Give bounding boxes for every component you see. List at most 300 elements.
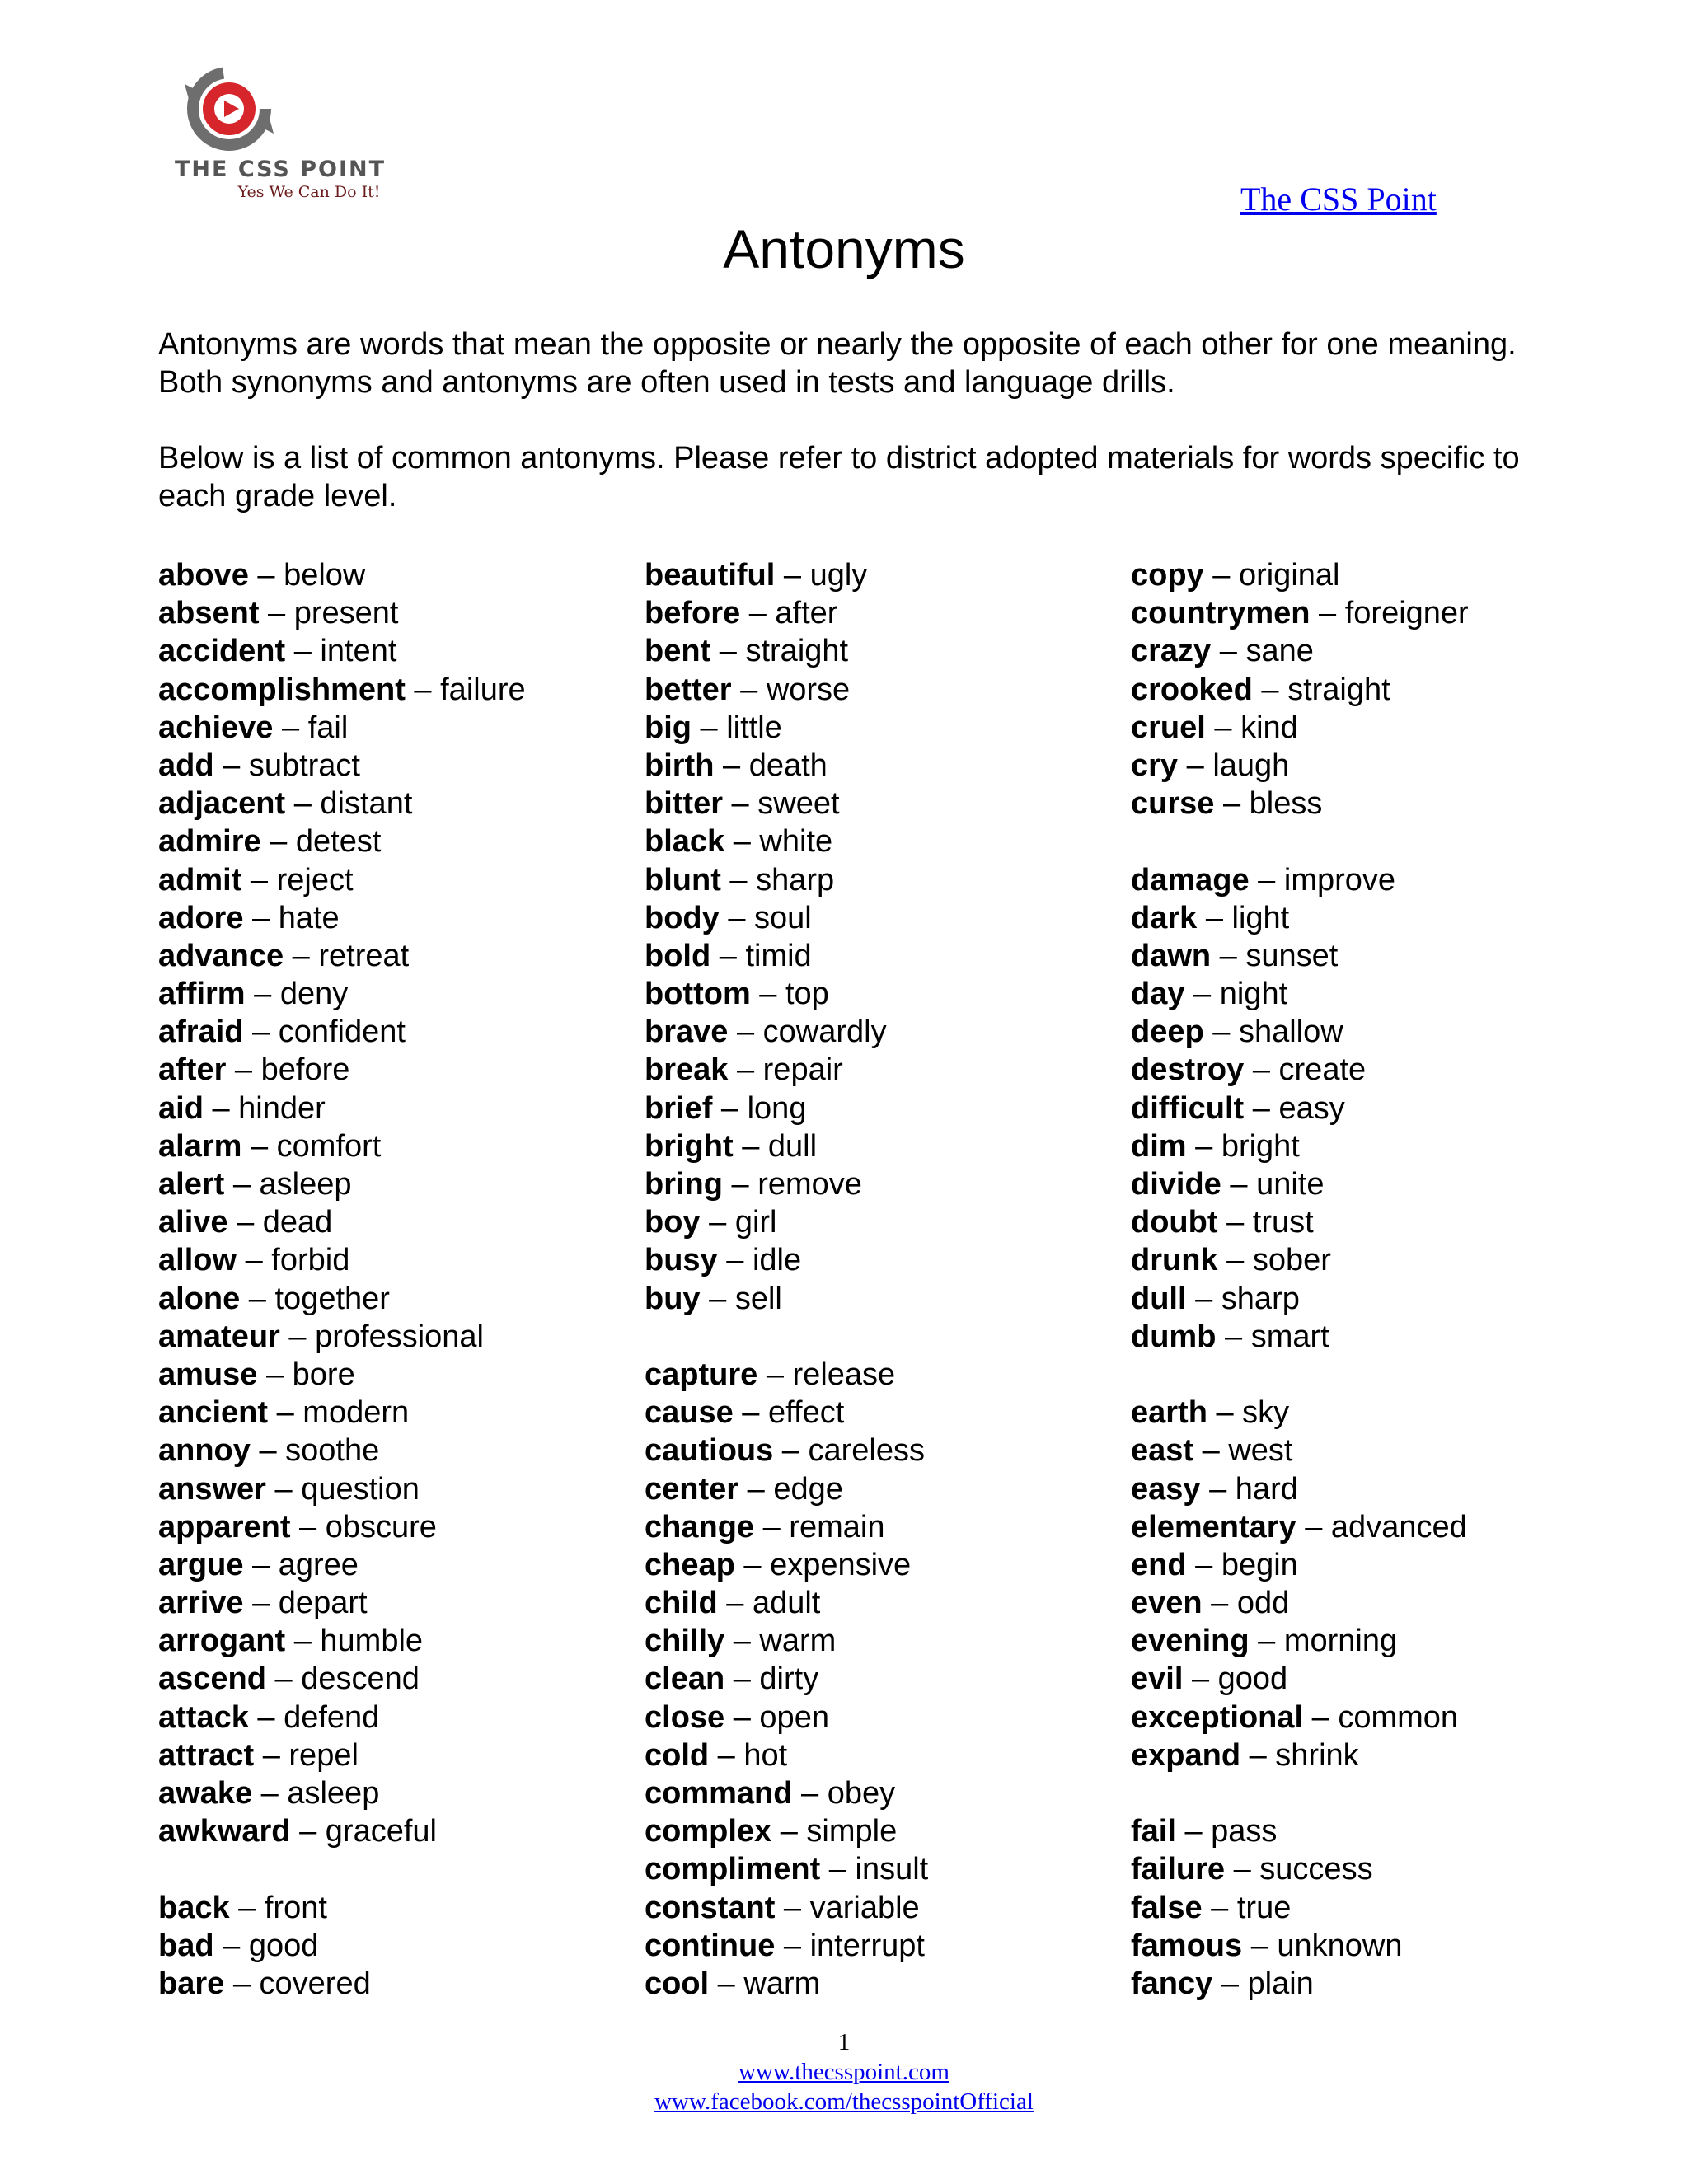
- header-site-link[interactable]: The CSS Point: [1240, 180, 1437, 218]
- antonym-pair: [158, 709, 526, 747]
- antonym-pair: [645, 1241, 928, 1279]
- antonym-pair: [1131, 1470, 1469, 1508]
- antonym-dash: –: [290, 1814, 326, 1849]
- antonym-opposite: soothe: [285, 1433, 380, 1469]
- antonym-pair: [645, 1850, 928, 1888]
- antonym-pair: [158, 899, 526, 937]
- antonym-dash: –: [792, 1776, 828, 1811]
- antonym-pair: [645, 1774, 928, 1812]
- antonym-pair: [158, 1432, 526, 1469]
- antonym-word: evening: [1131, 1624, 1250, 1659]
- antonym-dash: –: [243, 1547, 279, 1582]
- antonym-opposite: detest: [295, 824, 382, 860]
- antonym-word: achieve: [158, 710, 274, 745]
- antonym-pair: [645, 1546, 928, 1584]
- antonym-dash: –: [268, 1395, 303, 1431]
- antonym-opposite: distant: [320, 786, 413, 822]
- antonym-pair: [645, 937, 928, 975]
- antonym-dash: –: [224, 1167, 260, 1202]
- antonym-pair: [158, 861, 526, 899]
- logo: [161, 59, 400, 216]
- antonym-pair: [1131, 1699, 1469, 1736]
- antonym-pair: [1131, 709, 1469, 747]
- antonym-dash: –: [1207, 1395, 1243, 1431]
- antonym-word: advance: [158, 938, 284, 973]
- antonym-opposite: odd: [1236, 1586, 1290, 1621]
- antonym-pair: [1131, 1203, 1469, 1241]
- footer-website-row: [0, 2057, 1688, 2087]
- antonym-dash: –: [213, 1928, 249, 1963]
- antonym-dash: –: [719, 900, 755, 935]
- antonym-word: compliment: [645, 1852, 821, 1887]
- antonym-pair: [1131, 1850, 1469, 1888]
- antonym-opposite: deny: [279, 977, 349, 1012]
- antonym-dash: –: [775, 1928, 810, 1963]
- antonym-pair: [1131, 899, 1469, 937]
- antonym-opposite: intent: [320, 634, 397, 669]
- antonym-dash: –: [733, 1395, 768, 1431]
- antonym-word: dumb: [1131, 1319, 1217, 1354]
- antonym-dash: –: [1200, 1471, 1236, 1507]
- antonym-pair: [158, 785, 526, 823]
- antonym-opposite: laugh: [1212, 748, 1290, 783]
- antonym-word: dark: [1131, 900, 1198, 935]
- antonym-opposite: insult: [855, 1852, 929, 1887]
- antonym-opposite: sunset: [1245, 938, 1339, 973]
- antonym-word: even: [1131, 1586, 1203, 1621]
- antonym-word: bitter: [645, 786, 723, 822]
- antonym-dash: –: [285, 786, 321, 822]
- antonym-pair: [158, 1508, 526, 1546]
- logo-emblem-icon: [181, 59, 280, 158]
- antonym-word: argue: [158, 1547, 244, 1582]
- antonym-pair: [645, 1736, 928, 1774]
- antonym-word: arrive: [158, 1586, 244, 1621]
- antonym-opposite: worse: [766, 672, 851, 707]
- antonym-dash: –: [1303, 1699, 1339, 1735]
- antonym-opposite: common: [1338, 1699, 1459, 1735]
- antonym-opposite: agree: [278, 1547, 359, 1582]
- antonym-dash: –: [722, 1167, 758, 1202]
- antonym-dash: –: [720, 862, 757, 898]
- antonym-word: admire: [158, 824, 261, 860]
- antonym-opposite: interrupt: [809, 1928, 925, 1963]
- antonym-pair: [158, 1241, 526, 1279]
- antonym-dash: –: [820, 1852, 856, 1887]
- antonym-pair: [645, 1965, 928, 2003]
- antonym-pair: [158, 1470, 526, 1508]
- antonym-pair: [645, 1090, 928, 1127]
- antonym-opposite: straight: [1287, 672, 1390, 707]
- footer-facebook-link[interactable]: www.facebook.com/thecsspointOfficial: [654, 2088, 1034, 2115]
- antonym-dash: –: [226, 1052, 261, 1088]
- antonym-word: black: [645, 824, 725, 860]
- antonym-pair: [158, 1774, 526, 1812]
- antonym-opposite: asleep: [259, 1167, 352, 1202]
- antonym-pair: [158, 823, 526, 860]
- antonym-opposite: professional: [315, 1319, 484, 1354]
- antonym-opposite: sharp: [1221, 1281, 1300, 1316]
- antonym-word: body: [645, 900, 720, 935]
- antonym-word: easy: [1131, 1471, 1201, 1507]
- antonym-pair: [1131, 1127, 1469, 1165]
- antonym-word: bold: [645, 938, 711, 973]
- antonym-word: apparent: [158, 1509, 291, 1544]
- antonym-dash: –: [224, 1966, 260, 2001]
- antonym-word: awkward: [158, 1814, 291, 1849]
- antonym-word: chilly: [645, 1624, 725, 1659]
- antonym-word: east: [1131, 1433, 1194, 1469]
- antonym-pair: [1131, 1736, 1469, 1774]
- antonym-word: aid: [158, 1090, 204, 1126]
- antonym-word: famous: [1131, 1928, 1243, 1963]
- page-number: 1: [837, 2029, 851, 2055]
- antonym-pair: [1131, 937, 1469, 975]
- antonym-dash: –: [252, 1776, 288, 1811]
- antonym-pair: [1131, 861, 1469, 899]
- antonym-pair: [158, 671, 526, 709]
- antonym-dash: –: [257, 1357, 293, 1392]
- antonym-opposite: advanced: [1330, 1509, 1467, 1544]
- antonym-dash: –: [1296, 1509, 1331, 1544]
- antonym-word: ascend: [158, 1661, 266, 1697]
- antonym-dash: –: [1249, 1624, 1284, 1659]
- antonym-word: cause: [645, 1395, 734, 1431]
- antonym-word: fancy: [1131, 1966, 1213, 2001]
- antonym-word: fail: [1131, 1814, 1176, 1849]
- antonym-opposite: question: [301, 1471, 420, 1507]
- antonym-word: alive: [158, 1205, 228, 1240]
- antonym-pair: [645, 1165, 928, 1203]
- antonym-opposite: fail: [307, 710, 349, 745]
- page-title: Antonyms: [723, 218, 965, 279]
- antonym-dash: –: [724, 1699, 760, 1735]
- antonym-dash: –: [712, 1090, 748, 1126]
- antonym-pair: [1131, 1508, 1469, 1546]
- antonym-word: cold: [645, 1737, 710, 1773]
- footer-website-link[interactable]: www.thecsspoint.com: [738, 2059, 950, 2085]
- antonym-opposite: cowardly: [762, 1015, 887, 1050]
- antonym-dash: –: [1242, 1928, 1278, 1963]
- antonym-opposite: death: [748, 748, 828, 783]
- antonym-word: buy: [645, 1281, 701, 1316]
- antonym-dash: –: [773, 1433, 809, 1469]
- antonym-word: difficult: [1131, 1090, 1245, 1126]
- antonym-dash: –: [1225, 1852, 1260, 1887]
- intro-paragraph-list-note: Below is a list of common antonyms. Please refer to district adopted materials for words specific to each grade level.: [158, 441, 1520, 513]
- list-spacer: [1131, 1774, 1469, 1812]
- antonym-pair: [1131, 1013, 1469, 1051]
- antonym-dash: –: [723, 786, 758, 822]
- antonym-word: adjacent: [158, 786, 286, 822]
- antonym-opposite: sweet: [757, 786, 840, 822]
- antonym-opposite: retreat: [318, 938, 410, 973]
- antonym-opposite: obscure: [325, 1509, 437, 1544]
- antonym-opposite: idle: [752, 1243, 802, 1278]
- antonym-dash: –: [1249, 862, 1284, 898]
- antonym-opposite: sky: [1242, 1395, 1290, 1431]
- antonym-opposite: straight: [745, 634, 849, 669]
- footer-facebook-row: [0, 2087, 1688, 2116]
- antonym-pair: [645, 632, 928, 670]
- antonym-dash: –: [714, 748, 749, 783]
- antonym-dash: –: [254, 1737, 289, 1773]
- antonym-dash: –: [243, 900, 279, 935]
- antonym-pair: [645, 1432, 928, 1469]
- antonym-dash: –: [728, 1052, 763, 1088]
- antonym-pair: [645, 1470, 928, 1508]
- antonym-dash: –: [290, 1509, 326, 1544]
- antonym-opposite: sane: [1245, 634, 1314, 669]
- antonym-word: attack: [158, 1699, 249, 1735]
- antonym-word: absent: [158, 596, 260, 631]
- antonym-pair: [1131, 1660, 1469, 1698]
- antonym-opposite: sharp: [756, 862, 835, 898]
- antonym-opposite: obey: [827, 1776, 896, 1811]
- antonym-opposite: hot: [743, 1737, 788, 1773]
- antonym-word: cheap: [645, 1547, 735, 1582]
- antonym-word: big: [645, 710, 692, 745]
- antonym-word: evil: [1131, 1661, 1184, 1697]
- antonym-dash: –: [1197, 900, 1232, 935]
- antonym-pair: [158, 1394, 526, 1432]
- antonym-pair: [645, 861, 928, 899]
- antonym-word: allow: [158, 1243, 237, 1278]
- antonym-opposite: top: [785, 977, 829, 1012]
- antonym-word: bring: [645, 1167, 723, 1202]
- antonym-word: drunk: [1131, 1243, 1218, 1278]
- antonym-word: awake: [158, 1776, 253, 1811]
- antonym-dash: –: [757, 1357, 793, 1392]
- antonym-opposite: original: [1238, 558, 1340, 593]
- antonym-opposite: good: [248, 1928, 319, 1963]
- antonym-opposite: bless: [1249, 786, 1323, 822]
- antonym-pair: [1131, 747, 1469, 785]
- antonym-opposite: simple: [806, 1814, 898, 1849]
- antonym-dash: –: [1221, 1167, 1257, 1202]
- antonym-dash: –: [1212, 1966, 1248, 2001]
- antonym-pair: [158, 1280, 526, 1318]
- antonym-opposite: depart: [278, 1586, 368, 1621]
- antonym-pair: [158, 594, 526, 632]
- antonym-dash: –: [1202, 1890, 1237, 1925]
- antonym-opposite: unite: [1256, 1167, 1325, 1202]
- antonym-column-3: [1131, 556, 1469, 2003]
- antonym-opposite: variable: [809, 1890, 920, 1925]
- antonym-dash: –: [709, 1737, 744, 1773]
- antonym-dash: –: [203, 1090, 239, 1126]
- antonym-opposite: white: [759, 824, 833, 860]
- antonym-word: affirm: [158, 977, 246, 1012]
- antonym-pair: [158, 1356, 526, 1394]
- antonym-dash: –: [1178, 748, 1213, 783]
- antonym-pair: [1131, 1090, 1469, 1127]
- antonym-dash: –: [717, 1243, 753, 1278]
- antonym-dash: –: [229, 1890, 265, 1925]
- antonym-opposite: sell: [734, 1281, 782, 1316]
- antonym-word: bad: [158, 1928, 214, 1963]
- antonym-word: countrymen: [1131, 596, 1311, 631]
- antonym-word: bright: [645, 1128, 734, 1164]
- antonym-opposite: defend: [284, 1699, 380, 1735]
- antonym-dash: –: [1211, 634, 1246, 669]
- antonym-opposite: humble: [320, 1624, 424, 1659]
- antonym-word: amuse: [158, 1357, 258, 1392]
- antonym-word: break: [645, 1052, 729, 1088]
- antonym-opposite: timid: [745, 938, 812, 973]
- antonym-word: end: [1131, 1547, 1187, 1582]
- antonym-word: cruel: [1131, 710, 1206, 745]
- antonym-pair: [158, 1584, 526, 1622]
- antonym-opposite: open: [759, 1699, 829, 1735]
- antonym-word: afraid: [158, 1015, 244, 1050]
- antonym-pair: [645, 594, 928, 632]
- antonym-pair: [158, 1165, 526, 1203]
- antonym-dash: –: [738, 1471, 774, 1507]
- antonym-dash: –: [731, 672, 767, 707]
- antonym-pair: [1131, 1165, 1469, 1203]
- antonym-dash: –: [700, 1281, 735, 1316]
- antonym-opposite: hard: [1235, 1471, 1298, 1507]
- antonym-dash: –: [1252, 672, 1288, 707]
- antonym-opposite: foreigner: [1344, 596, 1469, 631]
- antonym-opposite: asleep: [287, 1776, 380, 1811]
- antonym-dash: –: [1217, 1243, 1253, 1278]
- antonym-word: damage: [1131, 862, 1250, 898]
- antonym-word: bottom: [645, 977, 751, 1012]
- list-spacer: [158, 1850, 526, 1888]
- antonym-dash: –: [733, 1128, 768, 1164]
- antonym-opposite: hate: [278, 900, 340, 935]
- antonym-opposite: kind: [1240, 710, 1298, 745]
- antonym-dash: –: [1216, 1319, 1251, 1354]
- antonym-pair: [1131, 1622, 1469, 1660]
- antonym-opposite: front: [264, 1890, 327, 1925]
- antonym-opposite: dead: [262, 1205, 333, 1240]
- antonym-word: better: [645, 672, 732, 707]
- antonym-dash: –: [740, 596, 776, 631]
- antonym-word: doubt: [1131, 1205, 1218, 1240]
- antonym-pair: [158, 1889, 526, 1927]
- antonym-word: exceptional: [1131, 1699, 1304, 1735]
- antonym-dash: –: [273, 710, 308, 745]
- antonym-pair: [158, 1736, 526, 1774]
- antonym-pair: [645, 975, 928, 1013]
- antonym-word: beautiful: [645, 558, 776, 593]
- antonym-pair: [1131, 671, 1469, 709]
- antonym-opposite: release: [792, 1357, 896, 1392]
- antonym-word: arrogant: [158, 1624, 286, 1659]
- antonym-word: change: [645, 1509, 755, 1544]
- antonym-dash: –: [728, 1015, 763, 1050]
- antonym-word: brave: [645, 1015, 729, 1050]
- antonym-pair: [158, 556, 526, 594]
- antonym-dash: –: [248, 1699, 284, 1735]
- antonym-pair: [158, 1699, 526, 1736]
- antonym-dash: –: [691, 710, 727, 745]
- antonym-opposite: forbid: [271, 1243, 350, 1278]
- antonym-opposite: dirty: [759, 1661, 819, 1697]
- antonym-word: close: [645, 1699, 725, 1735]
- antonym-opposite: good: [1217, 1661, 1288, 1697]
- antonym-pair: [1131, 1318, 1469, 1356]
- antonym-opposite: soul: [754, 900, 812, 935]
- antonym-dash: –: [1184, 977, 1220, 1012]
- antonym-dash: –: [1240, 1737, 1276, 1773]
- antonym-opposite: girl: [734, 1205, 777, 1240]
- antonym-word: add: [158, 748, 214, 783]
- antonym-dash: –: [1175, 1814, 1212, 1849]
- antonym-word: cool: [645, 1966, 710, 2001]
- antonym-dash: –: [1211, 938, 1246, 973]
- antonym-pair: [645, 823, 928, 860]
- antonym-dash: –: [243, 1586, 279, 1621]
- antonym-opposite: remain: [789, 1509, 885, 1544]
- antonym-dash: –: [700, 1205, 735, 1240]
- antonym-dash: –: [285, 1624, 321, 1659]
- antonym-pair: [1131, 1927, 1469, 1965]
- antonym-dash: –: [227, 1205, 263, 1240]
- antonym-pair: [158, 1622, 526, 1660]
- antonym-dash: –: [771, 1814, 807, 1849]
- antonym-dash: –: [243, 1015, 279, 1050]
- antonym-pair: [1131, 1584, 1469, 1622]
- antonym-word: bent: [645, 634, 711, 669]
- antonym-pair: [645, 1812, 928, 1850]
- antonym-pair: [645, 1280, 928, 1318]
- antonym-word: bare: [158, 1966, 225, 2001]
- antonym-word: adore: [158, 900, 244, 935]
- antonym-pair: [645, 1051, 928, 1089]
- antonym-word: annoy: [158, 1433, 251, 1469]
- antonym-pair: [158, 975, 526, 1013]
- antonym-opposite: repair: [762, 1052, 843, 1088]
- antonym-pair: [1131, 1280, 1469, 1318]
- intro-paragraph-definition: Antonyms are words that mean the opposite or nearly the opposite of each other for one meaning. Both synonyms and antonyms are often used in tests and language drills.: [158, 327, 1517, 400]
- antonym-word: dawn: [1131, 938, 1212, 973]
- antonym-word: birth: [645, 748, 715, 783]
- antonym-pair: [1131, 975, 1469, 1013]
- antonym-dash: –: [405, 672, 441, 707]
- antonym-opposite: comfort: [276, 1128, 382, 1164]
- antonym-pair: [158, 1927, 526, 1965]
- antonym-opposite: repel: [288, 1737, 359, 1773]
- antonym-word: clean: [645, 1661, 725, 1697]
- antonym-dash: –: [285, 634, 321, 669]
- antonym-dash: –: [241, 1128, 277, 1164]
- antonym-dash: –: [265, 1661, 302, 1697]
- antonym-opposite: night: [1219, 977, 1288, 1012]
- antonym-dash: –: [724, 824, 760, 860]
- antonym-pair: [645, 1394, 928, 1432]
- antonym-word: ancient: [158, 1395, 269, 1431]
- antonym-word: false: [1131, 1890, 1203, 1925]
- antonym-word: boy: [645, 1205, 701, 1240]
- antonym-dash: –: [265, 1471, 302, 1507]
- antonym-word: day: [1131, 977, 1185, 1012]
- antonym-pair: [645, 1889, 928, 1927]
- antonym-pair: [645, 1203, 928, 1241]
- logo-tagline: Yes We Can Do It!: [237, 183, 381, 201]
- list-spacer: [645, 1318, 928, 1356]
- antonym-word: accomplishment: [158, 672, 406, 707]
- antonym-word: amateur: [158, 1319, 280, 1354]
- antonym-opposite: true: [1236, 1890, 1292, 1925]
- antonym-dash: –: [1244, 1052, 1279, 1088]
- antonym-dash: –: [1203, 558, 1239, 593]
- antonym-word: alone: [158, 1281, 241, 1316]
- antonym-pair: [1131, 1965, 1469, 2003]
